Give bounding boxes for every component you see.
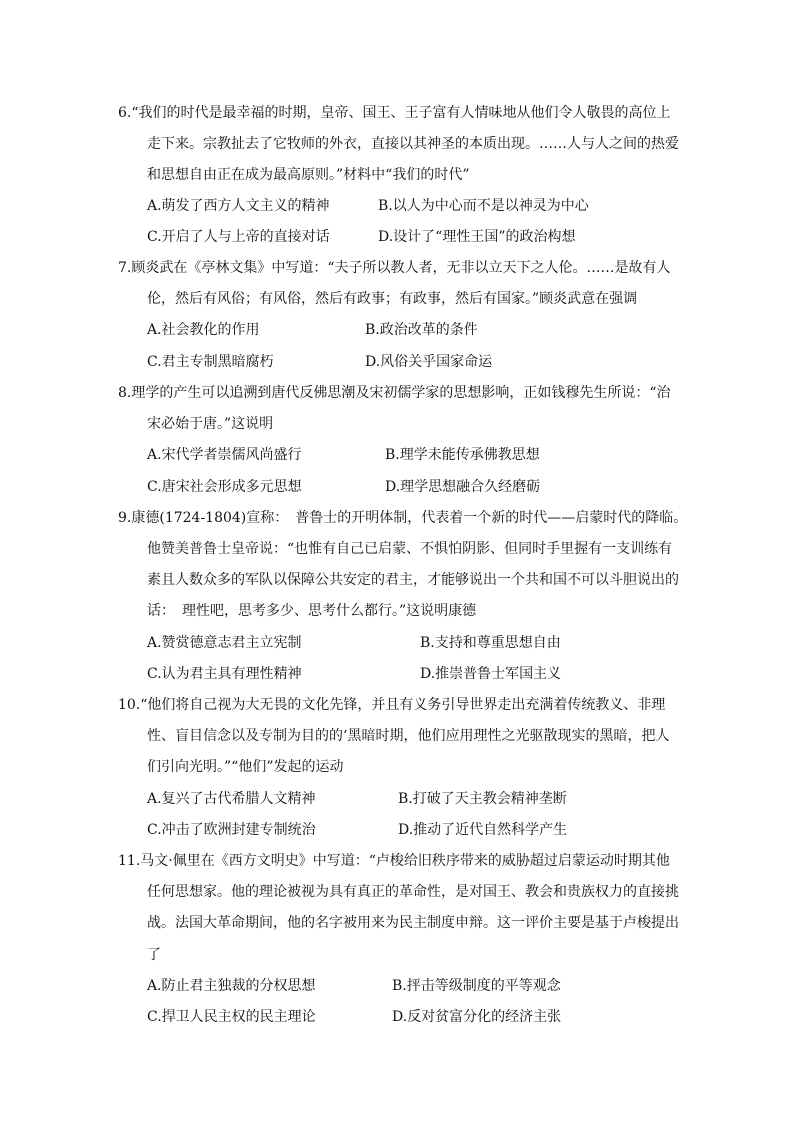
question-text-line: 6.“我们的时代是最幸福的时期，皇帝、国王、王子富有人情味地从他们令人敬畏的高位上 [118,105,671,121]
question-text-line: 走下来。宗教扯去了它牧师的外衣，直接以其神圣的本质出现。……人与人之间的热爱 [147,136,679,152]
question-text-line: 9.康德(1724-1804)宣称： 普鲁士的开明体制，代表着一个新的时代——启蒙时代的降临。 [118,510,688,526]
question-text-line: 话： 理性吧，思考多少、思考什么都行。”这说明康德 [147,603,477,619]
option-d: D.推崇普鲁士军国主义 [420,666,562,682]
option-c: C.唐宋社会形成多元思想 [147,479,302,495]
option-d: D.风俗关乎国家命运 [365,354,493,370]
option-c: C.捍卫人民主权的民主理论 [147,1009,316,1025]
question-text-line: 宋必始于唐。”这说明 [147,416,274,432]
option-d: D.设计了“理性王国”的政治构想 [378,229,576,245]
option-c: C.认为君主具有理性精神 [147,666,302,682]
option-c: C.君主专制黑暗腐朽 [147,354,274,370]
question-text-line: 11.马文·佩里在《西方文明史》中写道：“卢梭给旧秩序带来的威胁超过启蒙运动时期其他 [118,853,670,869]
question-text-line: 8.理学的产生可以追溯到唐代反佛思潮及宋初儒学家的思想影响，正如钱穆先生所说：“治 [118,385,671,401]
question-text-line: 10.“他们将自己视为大无畏的文化先锋，并且有义务引导世界走出充满着传统教义、非理 [118,697,666,713]
option-a: A.社会教化的作用 [147,322,260,338]
question-text-line: 他赞美普鲁士皇帝说：“也惟有自己已启蒙、不惧怕阴影、但同时手里握有一支训练有 [147,541,673,557]
question-text-line: 了 [147,947,161,963]
option-d: D.推动了近代自然科学产生 [398,822,568,838]
option-d: D.反对贫富分化的经济主张 [392,1009,562,1025]
option-b: B.抨击等级制度的平等观念 [392,978,561,994]
question-text-line: 们引向光明。”“他们”发起的运动 [147,759,344,775]
question-text-line: 和思想自由正在成为最高原则。”材料中“我们的时代” [147,167,470,183]
option-a: A.宋代学者崇儒风尚盛行 [147,447,302,463]
question-text-line: 素且人数众多的军队以保障公共安定的君主，才能够说出一个共和国不可以斗胆说出的 [147,572,679,588]
option-b: B.政治改革的条件 [365,322,478,338]
option-b: B.理学未能传承佛教思想 [385,447,540,463]
option-c: C.开启了人与上帝的直接对话 [147,229,330,245]
option-a: A.复兴了古代希腊人文精神 [147,791,316,807]
option-b: B.打破了天主教会精神垄断 [398,791,567,807]
option-b: B.支持和尊重思想自由 [420,635,561,651]
option-a: A.赞赏德意志君主立宪制 [147,635,302,651]
option-c: C.冲击了欧洲封建专制统治 [147,822,316,838]
question-text-line: 伦，然后有风俗；有风俗，然后有政事；有政事，然后有国家。”顾炎武意在强调 [147,291,638,307]
question-text-line: 性、盲目信念以及专制为目的的‘黑暗时期，他们应用理性之光驱散现实的黑暗，把人 [147,728,670,744]
question-text-line: 7.顾炎武在《亭林文集》中写道：“夫子所以教人者，无非以立天下之人伦。……是故有人 [118,260,671,276]
option-a: A.萌发了西方人文主义的精神 [147,198,330,214]
option-a: A.防止君主独裁的分权思想 [147,978,316,994]
question-text-line: 任何思想家。他的理论被视为具有真正的革命性，是对国王、教会和贵族权力的直接挑 [147,884,679,900]
question-text-line: 战。法国大革命期间，他的名字被用来为民主制度申辩。这一评价主要是基于卢梭提出 [147,915,679,931]
option-b: B.以人为中心而不是以神灵为中心 [378,198,589,214]
option-d: D.理学思想融合久经磨砺 [385,479,541,495]
